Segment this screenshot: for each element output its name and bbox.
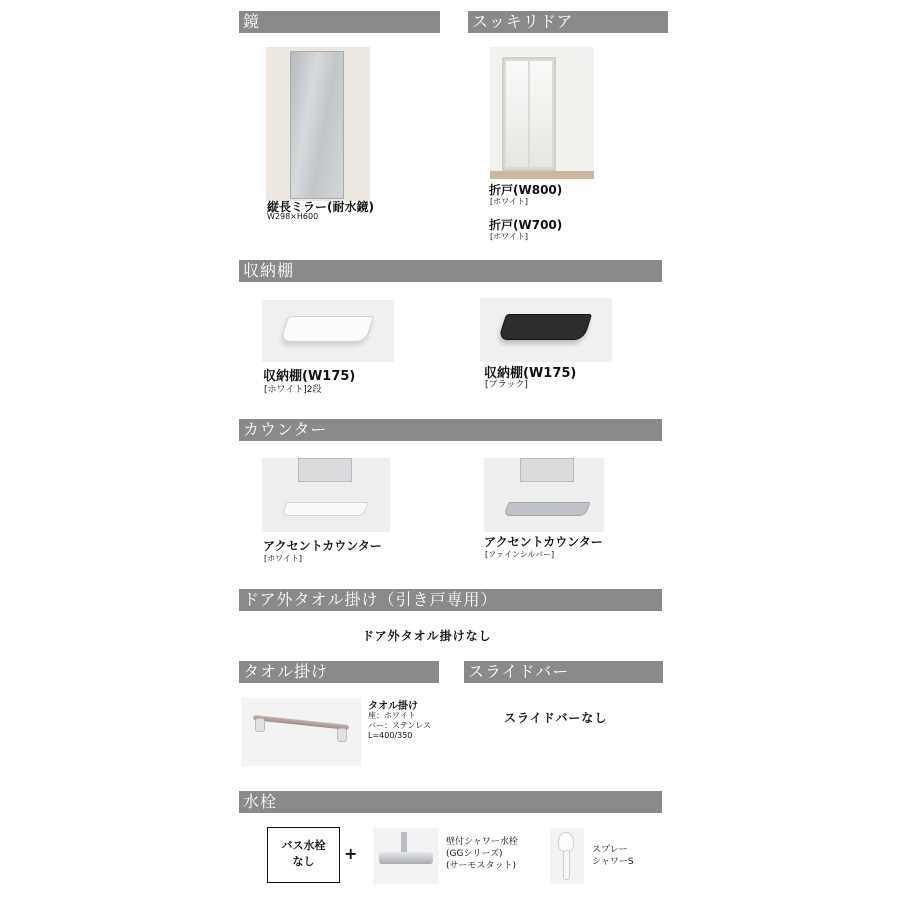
shelf-item-name: 収納棚(W175): [263, 369, 356, 384]
white-counter-image: [262, 458, 390, 532]
shelf-item-name: 収納棚(W175): [484, 366, 577, 381]
towel-detail: 座：ホワイト: [368, 711, 416, 720]
spray-shower-line: スプレー: [592, 845, 628, 855]
bath-faucet-box: [267, 827, 340, 883]
counter-item-name: アクセントカウンター: [263, 539, 382, 553]
shower-faucet-image: [373, 828, 439, 884]
section-header-slide-bar: スライドバー: [464, 661, 663, 683]
folding-door-image: [490, 47, 594, 179]
black-shelf-image: [480, 298, 612, 362]
shower-faucet-line: (GGシリーズ): [446, 849, 503, 859]
counter-item-name: アクセントカウンター: [484, 535, 603, 549]
shower-faucet-line: 壁付シャワー水栓: [446, 837, 518, 847]
plus-sign: +: [344, 844, 358, 863]
section-header-door-towel: ドア外タオル掛け（引き戸専用）: [239, 589, 662, 611]
door-item-color: [ホワイト]: [490, 197, 529, 206]
counter-item-color: [ホワイト]: [264, 554, 303, 563]
section-header-mirror: 鏡: [239, 11, 440, 33]
counter-item-color: [ファインシルバー]: [485, 550, 555, 559]
door-towel-note: ドア外タオル掛けなし: [362, 629, 492, 643]
bath-faucet-line: なし: [292, 855, 315, 868]
section-header-door: スッキリドア: [468, 11, 668, 33]
section-header-shelf: 収納棚: [239, 260, 662, 282]
section-header-counter: カウンター: [239, 419, 662, 441]
silver-counter-image: [484, 458, 604, 532]
section-header-faucet: 水栓: [239, 791, 662, 813]
spray-shower-image: [550, 828, 584, 884]
mirror-size: W298×H600: [267, 212, 319, 221]
white-shelf-image: [262, 300, 394, 362]
door-item-name: 折戸(W800): [489, 183, 563, 197]
section-header-towel: タオル掛け: [239, 661, 439, 683]
towel-name: タオル掛け: [368, 701, 418, 712]
mirror-name: 縦長ミラー(耐水鏡): [267, 200, 374, 214]
shelf-item-color: [ブラック]: [485, 380, 528, 390]
door-item-color: [ホワイト]: [490, 232, 529, 241]
door-item-name: 折戸(W700): [489, 218, 563, 232]
spray-shower-line: シャワーS: [592, 857, 634, 867]
shelf-item-color: [ホワイト]2段: [264, 385, 322, 395]
towel-detail: バー：ステンレス: [368, 721, 431, 730]
slide-bar-note: スライドバーなし: [504, 711, 608, 725]
towel-detail: L=400/350: [368, 731, 413, 740]
towel-bar-image: [241, 698, 361, 766]
bath-faucet-line: バス水栓: [281, 839, 326, 852]
shower-faucet-line: (サーモスタット): [446, 861, 517, 871]
mirror-image: [266, 47, 370, 201]
